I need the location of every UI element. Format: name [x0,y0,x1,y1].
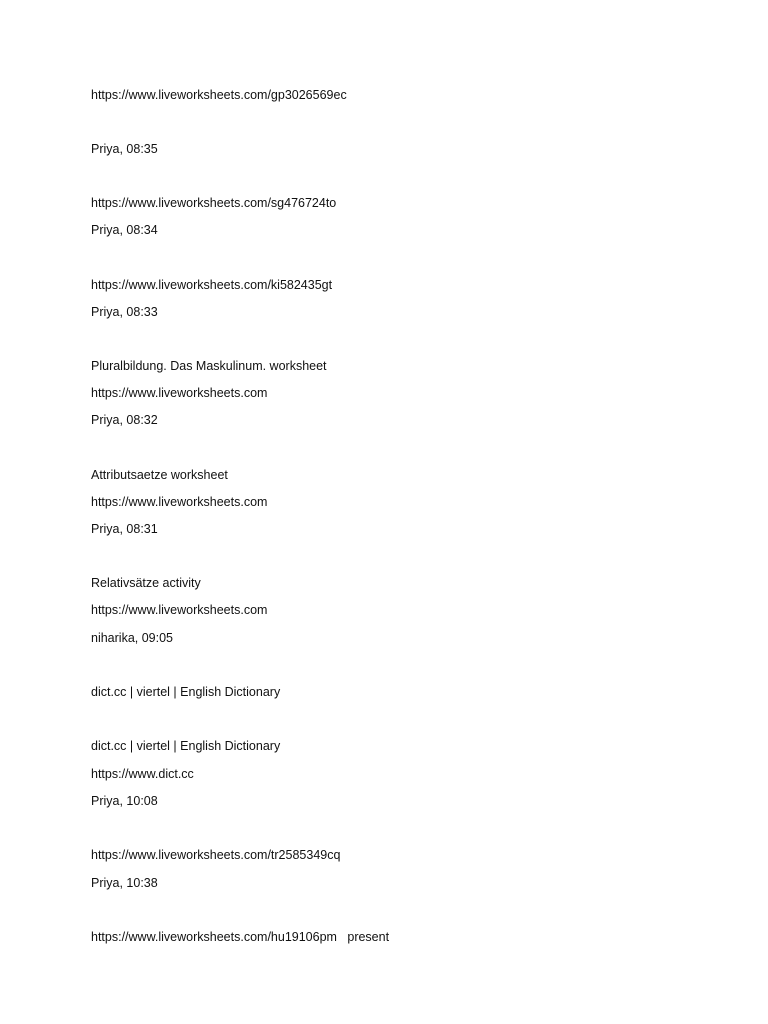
author-time: Priya, 08:35 [91,142,158,156]
entry-title: Relativsätze activity [91,576,201,590]
author-time: Priya, 10:38 [91,876,158,890]
author-time: Priya, 08:31 [91,522,158,536]
link-text: https://www.liveworksheets.com/hu19106pm present [91,930,390,944]
author-time: niharika, 09:05 [91,631,174,645]
link-text: https://www.liveworksheets.com/ki582435gt [91,278,333,292]
link-text: https://www.liveworksheets.com/tr2585349cq [91,848,341,862]
author-time: Priya, 08:33 [91,305,158,319]
link-text: https://www.liveworksheets.com/gp3026569ec [91,88,347,102]
entry-title: dict.cc | viertel | English Dictionary [91,685,281,699]
author-time: Priya, 08:34 [91,223,158,237]
link-text: https://www.liveworksheets.com [91,603,268,617]
author-time: Priya, 10:08 [91,794,158,808]
link-text: https://www.liveworksheets.com [91,386,268,400]
link-text: https://www.liveworksheets.com/sg476724to [91,196,337,210]
link-text: https://www.dict.cc [91,767,194,781]
entry-title: dict.cc | viertel | English Dictionary [91,739,281,753]
entry-title: Pluralbildung. Das Maskulinum. worksheet [91,359,327,373]
entry-title: Attributsaetze worksheet [91,468,228,482]
link-text: https://www.liveworksheets.com [91,495,268,509]
author-time: Priya, 08:32 [91,413,158,427]
